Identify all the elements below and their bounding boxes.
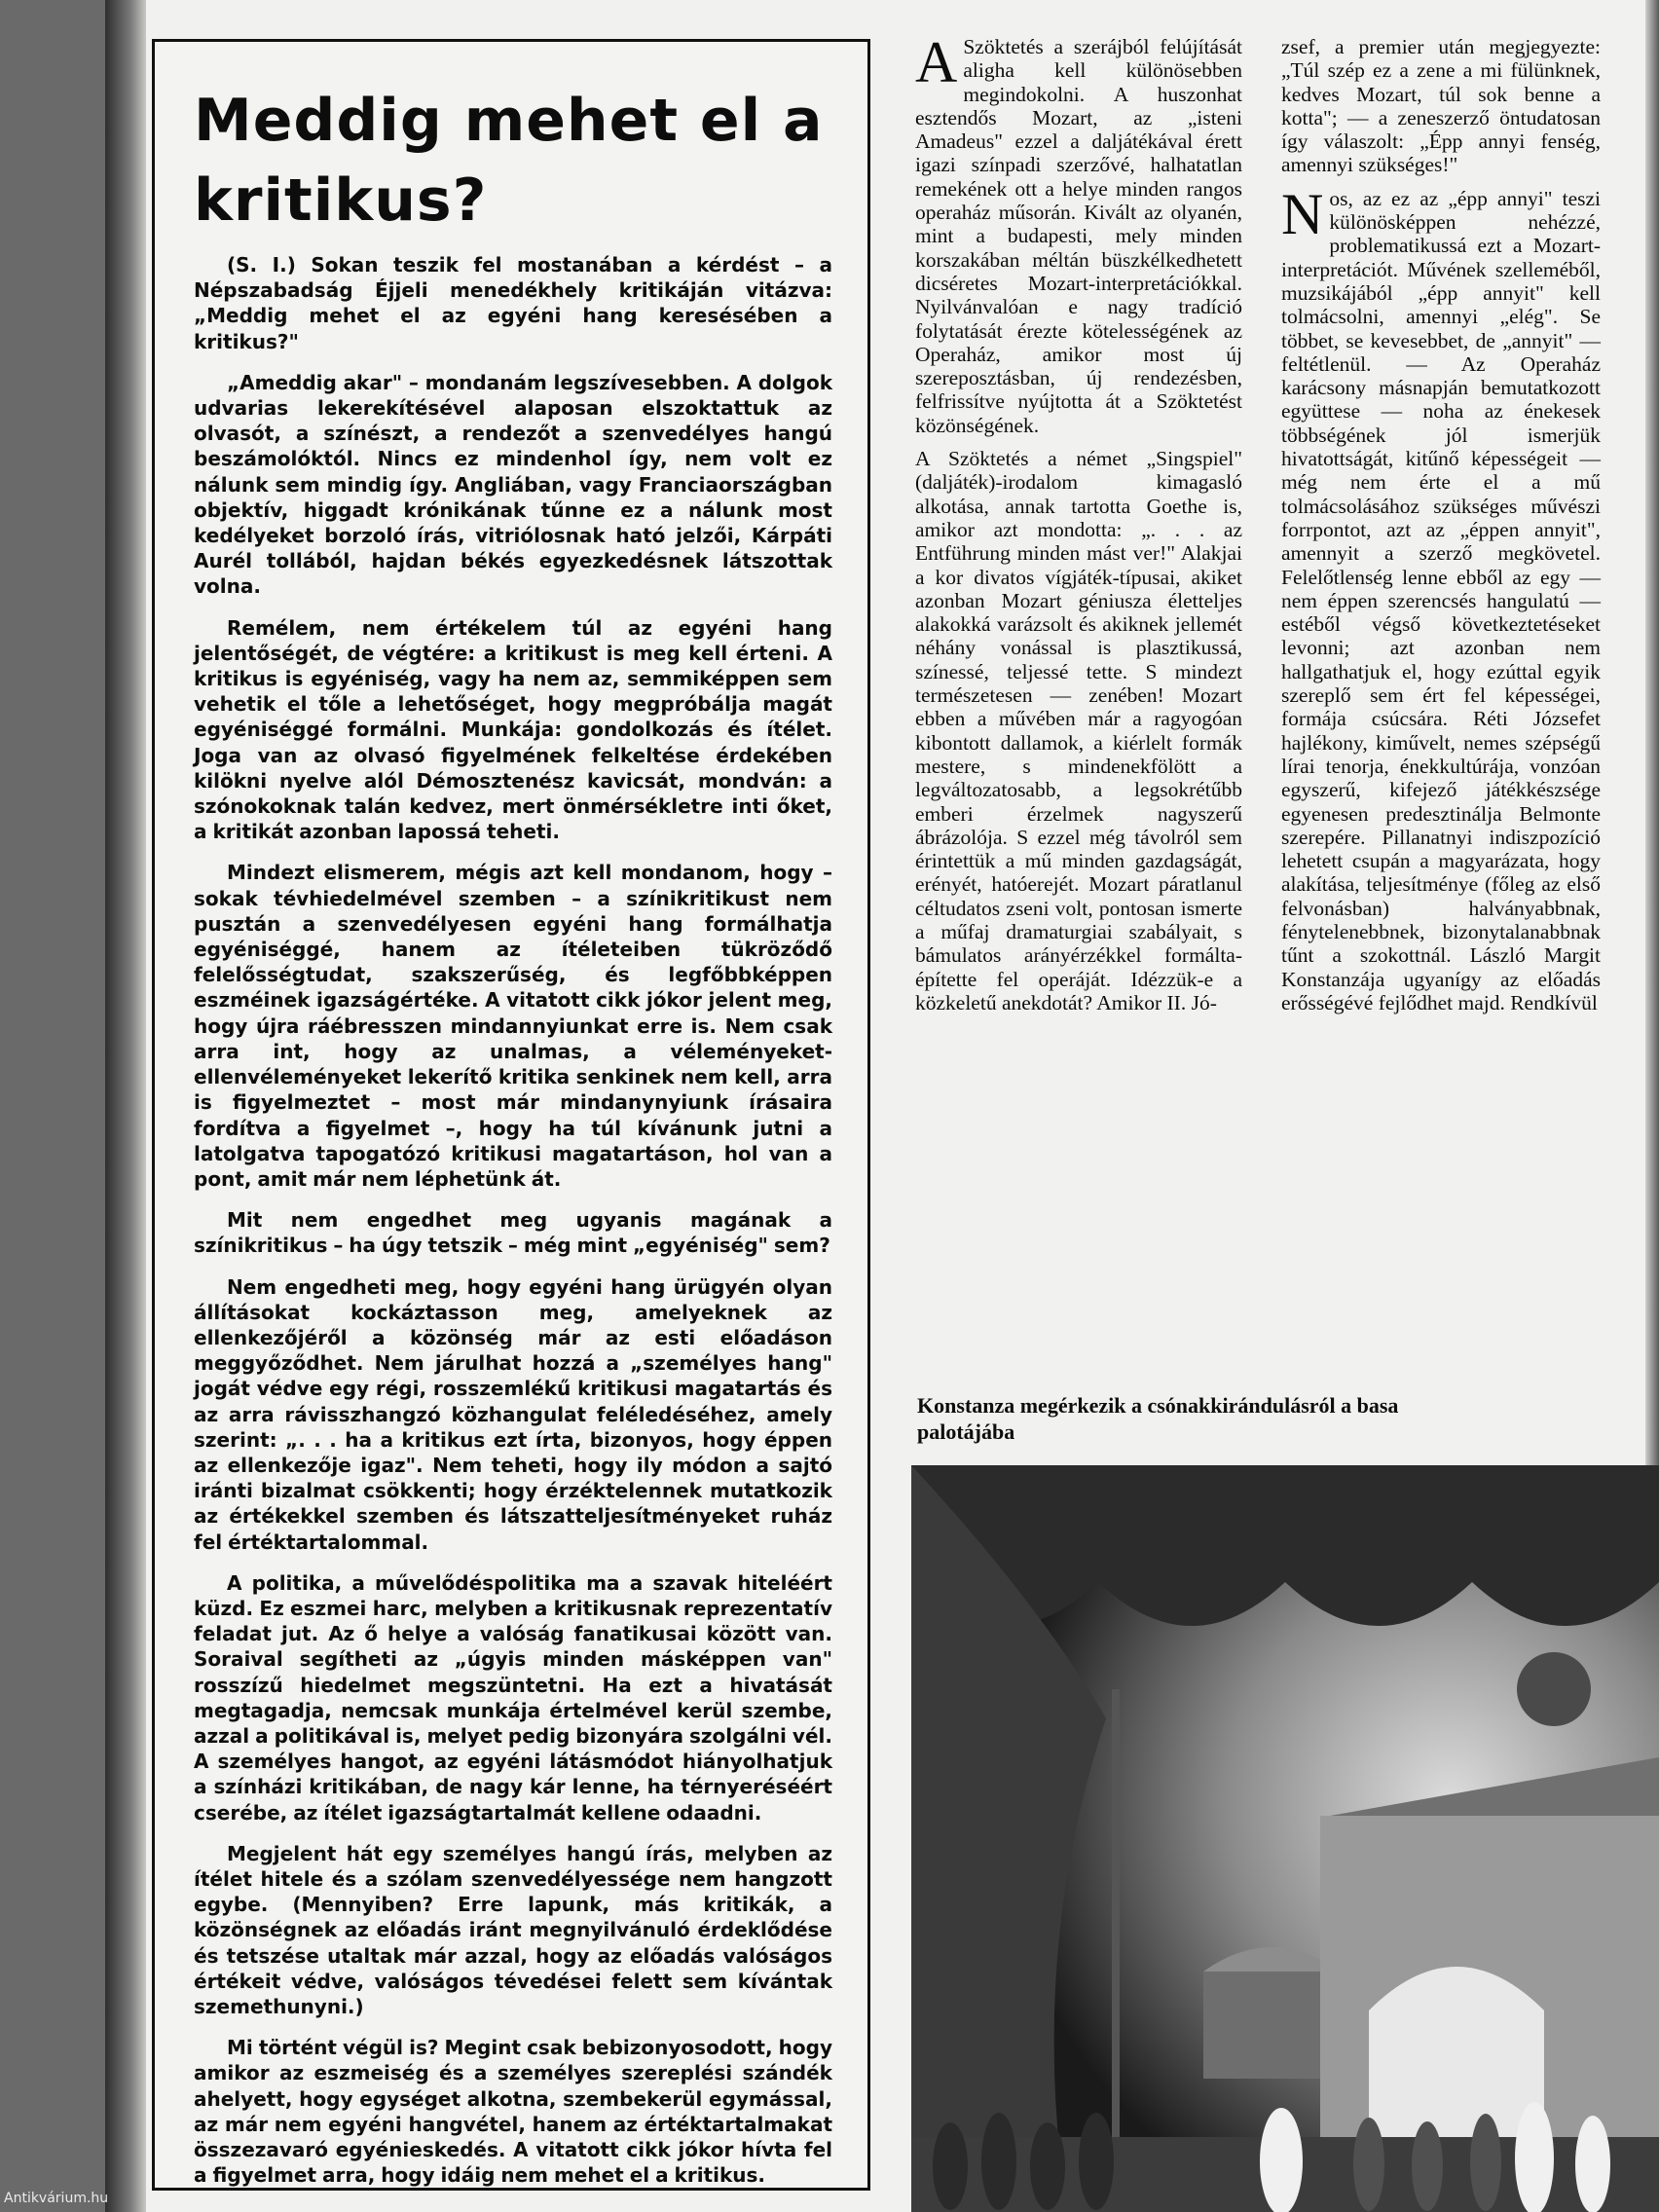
article-body: [194, 252, 832, 2203]
drop-cap: A: [915, 30, 958, 94]
article-paragraph: Mi történt végül is? Megint csak bebizonyosodott, hogy amikor az eszmeiség és a személyes szereplési szándék ahelyett, hogy egységet alkotna, szembekerül egymással, az már nem egyéni hangvétel, hanem az értéktartalmakat összezavaró egyénieskedés. A vitatott cikk jókor hívta fel a figyelmet arra, hogy idáig nem mehet el a kritikus.: [194, 2036, 832, 2188]
drop-cap: N: [1281, 181, 1324, 246]
article-paragraph: A politika, a művelődéspolitika ma a szavak hiteléért küzd. Ez eszmei harc, melyben a kritikusnak reprezentatív feladat jut. Az ő helye a valóság fanatikusai között van. Soraival segítheti az „úgyis minden másképpen van" rosszízű hiedelmet megszüntetni. Ha ezt a hivatását megtagadja, nemcsak munkája értelmével kerül szembe, azzal a politikával is, melyet pedig bizonyára szolgálni vél. A személyes hangot, az egyéni látásmódot hiányolhatjuk a színházi kritikában, de nagy kár lenne, ha térnyeréséért cserébe, az ítélet igazságtartalmát kellene odaadni.: [194, 1570, 832, 1825]
stage-photo: [911, 1465, 1659, 2212]
review-paragraph: zsef, a premier után megjegyezte: „Túl szép ez a zene a mi fülünknek, kedves Mozart, túl sok benne a kotta"; — a zeneszerző öntudatosan így válaszolt: „Épp annyi fenség, amennyi szükséges!": [1281, 35, 1601, 177]
review-column-right: [1281, 35, 1601, 1024]
article-headline: Meddig mehet el a kritikus?: [194, 87, 824, 235]
article-paragraph: Mindezt elismerem, mégis azt kell mondanom, hogy – sokak tévhiedelmével szemben – a színikritikust nem pusztán a szenvedélyesen egyéni hang formálhatja egyéniséggé, hanem az ítéleteiben tükröződő felelősségtudat, szakszerűség, és legfőbbképpen eszméinek igazságértéke. A vitatott cikk jókor jelent meg, hogy újra ráébresszen mindannyiunkat erre is. Nem csak arra int, hogy az unalmas, a véleményeket-ellenvéleményeket lekerítő kritika senkinek nem kell, arra is figyelmeztet – most már mindanynyiunk írásaira fordítva a figyelmet –, hogy ha túl kívánunk jutni a latolgatva tapogatózó kritikusi magatartáson, hol van a pont, amit már nem léphetünk át.: [194, 861, 832, 1191]
article-paragraph: Nem engedheti meg, hogy egyéni hang ürügyén olyan állításokat kockáztasson meg, amelyeknek az ellenkezőjéről a közönség már az esti előadáson meggyőződhet. Nem járulhat hozzá a „személyes hang" jogát védve egy régi, rosszemlékű kritikusi magatartás és az arra rávisszhangzó közhangulat feléledéséhez, amely szerint: „. . . ha a kritikus ezt írta, bizonyos, hogy éppen az ellenkezője igaz". Nem teheti, hogy ily módon a sajtó iránti bizalmat csökkenti; hogy érzéktelennek mutatkozik az értékekkel szemben és látszatteljesítményeket ruház fel értéktartalommal.: [194, 1274, 832, 1554]
review-text: os, az ez az „épp annyi" teszi különösképpen nehézzé, problematikussá ezt a Mozart-interpretációt. Művének szelleméből, muzsikájából „épp annyit" kell tolmácsolni, amennyi „elég". Se többet, se kevesebbet, de „annyit" — feltétlenül. — Az Operaház karácsony másnapján bemutatkozott együttese — noha az énekesek többségének jól ismerjük hivatottságát, kitűnő képességeit — még nem érte el a mű tolmácsolásához szükséges művészi forrpontot, azt az „éppen annyit", amennyit a szerző megkövetel. Felelőtlenség lenne ebből az egy — nem éppen szerencsés hangulatú — estéből végső következtetéseket levonni; azt azonban nem hallgathatjuk el, hogy ezúttal egyik szereplő sem ért fel képességei, formája csúcsára. Réti Józsefet hajlékony, kiművelt, nemes szépségű lírai tenorja, énekkultúrája, vonzóan egyszerű, kifejező játékkészsége egyenesen predesztinálja Belmonte szerepére. Pillanatnyi indiszpozíció lehetett csupán a magyarázata, hogy alakítása, teljesítménye (főleg az első felvonásban) halványabbnak, fénytelenebbnek, bizonytalanabbnak tűnt a szokottnál. László Margit Konstanzája ugyanígy az előadás erősségévé fejlődhet majd. Rendkívül: [1281, 186, 1601, 1014]
canopy: [1203, 1972, 1340, 2079]
critic-article-box: [152, 39, 870, 2191]
review-paragraph: A Szöktetés a német „Singspiel" (daljáték)-irodalom kimagasló alkotása, annak tartotta Goethe is, amikor azt mondotta: „. . . az Entführung minden mást ver!" Alakjai a kor divatos vígjáték-típusai, akiket azonban Mozart géniusza életteljes alakokká varázsolt és akiknek jellemét néhány vonással is plasztikussá, színessé, teljessé tette. S mindezt természetesen — zenében! Mozart ebben a művében már a ragyogóan kibontott dallamok, a kiérlelt formák mestere, s mindenekfölött a legváltozatosabb, a legsokrétűbb emberi érzelmek nagyszerű ábrázolója. S ezzel még távolról sem érintettük a mű minden gazdagságát, erényét, hatóerejét. Mozart páratlanul céltudatos zseni volt, pontosan ismerte a műfaj dramaturgiai szabályait, s bámulatos arányérzékkel formálta-építette fel operáját. Idézzük-e a közkeletű anekdotát? Amikor II. Jó-: [915, 447, 1242, 1014]
article-paragraph: (S. I.) Sokan teszik fel mostanában a kérdést – a Népszabadság Éjjeli menedékhely kritikáján vitázva: „Meddig mehet el az egyéni hang keresésében a kritikus?": [194, 253, 832, 353]
photo-caption: Konstanza megérkezik a csónakkirándulásról a basa palotájába: [917, 1393, 1399, 1444]
figures-center: [1353, 2114, 1501, 2211]
watermark: Antikvárium.hu: [4, 2191, 109, 2206]
lantern: [1517, 1652, 1591, 1726]
page-margin-dark: [0, 0, 105, 2212]
binding-shadow: [105, 0, 148, 2212]
article-paragraph: Mit nem engedhet meg ugyanis magának a színikritikus – ha úgy tetszik – még mint „egyéniség" sem?: [194, 1208, 832, 1258]
article-paragraph: Megjelent hát egy személyes hangú írás, melyben az ítélet hitele és a szólam szenvedélyessége nem hangzott egybe. (Mennyiben? Erre lapunk, más kritikák, a közönségnek az előadás iránt megnyilvánuló érdeklődése és tetszése utaltak már azzal, hogy az előadás valóságos értékeit védve, valóságos tévedései felett sem kívántak szemethunyni.): [194, 1841, 832, 2018]
review-text: Szöktetés a szerájból felújítását aligha kell különösebben megindokolni. A huszonhat esztendős Mozart, az „isteni Amadeus" ezzel a daljátékával érett igazi színpadi szerzővé, halhatatlan remekének ott a helye minden rangos operaház műsorán. Kivált az olyanén, mint a budapesti, mely minden korszakában méltán büszkélkedhetett dicséretes Mozart-interpretációkkal. Nyilvánvalóan e nagy tradíció folytatását érezte kötelességének az Operaház, amikor most új szereposztásban, új rendezésben, felfrissítve nyújtotta át a Szöktetést közönségének.: [915, 35, 1242, 437]
article-paragraph: Remélem, nem értékelem túl az egyéni hang jelentőségét, de végtére: a kritikust is meg kell érteni. A kritikus is egyéniség, vagy ha nem az, semmiképpen sem vehetik el tőle a lehetőséget, hogy megpróbálja magát egyéniséggé formálni. Munkája: gondolkozás és ítélet. Joga van az olvasó figyelmének felkeltése érdekében kilökni nyelve alól Démosztenész kavicsát, mondván: a szónokoknak talán kedvez, mert önmérsékletre inti őket, a kritikát azonban lapossá teheti.: [194, 615, 832, 844]
review-paragraph: [1281, 181, 1601, 1014]
review-paragraph: [915, 30, 1242, 437]
review-column-middle: [915, 30, 1242, 1024]
article-paragraph: „Ameddig akar" – mondanám legszívesebben. A dolgok udvarias lekerekítésével alaposan elszoktattuk az olvasót, a színészt, a rendezőt a szenvedélyes hangú beszámolóktól. Nincs ez mindenhol így, nem volt ez nálunk sem mindig így. Angliában, vagy Franciaországban objektív, higgadt krónikának tűnne ez a nálunk most kedélyeket borzoló írás, vitriólosnak ható jelzői, Kárpáti Aurél tollából, hajdan békés egyezkedésnek látszottak volna.: [194, 370, 832, 599]
